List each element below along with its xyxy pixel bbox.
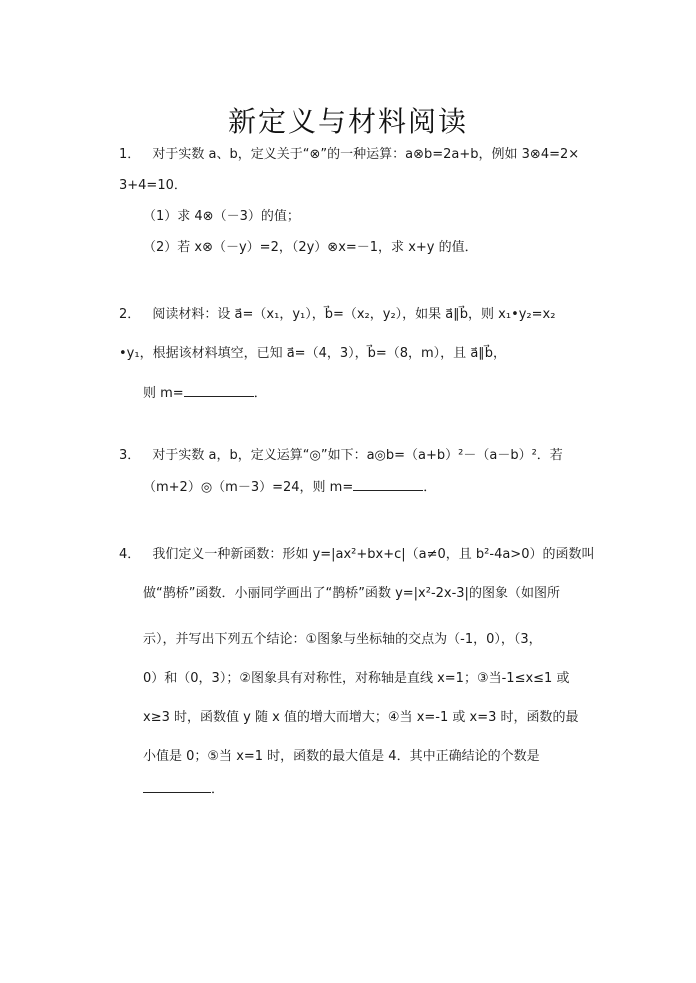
problem-text-line: （m+2）◎（m－3）=24，则 m= — [143, 480, 354, 495]
problem-text-line: 对于实数 a、b，定义关于“⊗”的一种运算：a⊗b=2a+b，例如 3⊗4=2× — [152, 147, 580, 162]
problem-text-line: 则 m= — [143, 386, 184, 401]
sub-question: （1）求 4⊗（－3）的值； — [143, 209, 300, 224]
problem-text-line: 做“鹊桥”函数．小丽同学画出了“鹊桥”函数 y=|x²-2x-3|的图象（如图所 — [143, 586, 560, 601]
problem-text-line: 3+4=10． — [119, 178, 187, 193]
problem-4 — [119, 546, 594, 564]
page-title: 新定义与材料阅读 — [227, 105, 468, 138]
problem-number: 1． — [119, 147, 141, 162]
period: ． — [211, 782, 225, 797]
problem-1 — [119, 146, 579, 164]
sub-question: （2）若 x⊗（－y）=2，（2y）⊗x=－1，求 x+y 的值． — [143, 240, 478, 255]
problem-text-line: 对于实数 a，b，定义运算“◎”如下：a◎b=（a+b）²－（a－b）²．若 — [152, 448, 563, 463]
problem-text-line: 小值是 0；⑤当 x=1 时，函数的最大值是 4．其中正确结论的个数是 — [143, 749, 540, 764]
problem-number: 4． — [119, 547, 141, 562]
answer-blank[interactable] — [353, 478, 423, 491]
problem-3 — [119, 447, 563, 465]
problem-text-line: 阅读材料：设 a⃗=（x₁，y₁），b⃗=（x₂，y₂），如果 a⃗∥b⃗，则 x₁•y₂=x₂ — [152, 307, 556, 322]
fill-in-line — [143, 780, 224, 799]
problem-text-line: 示），并写出下列五个结论：①图象与坐标轴的交点为（-1，0），（3， — [143, 632, 542, 647]
problem-text-line: •y₁，根据该材料填空，已知 a⃗=（4，3），b⃗=（8，m），且 a⃗∥b⃗， — [119, 346, 507, 361]
problem-2 — [119, 306, 555, 324]
problem-number: 3． — [119, 448, 141, 463]
fill-in-line — [143, 384, 267, 403]
problem-text-line: 0）和（0，3）；②图象具有对称性，对称轴是直线 x=1；③当-1≤x≤1 或 — [143, 671, 570, 686]
fill-in-line — [143, 478, 436, 497]
answer-blank[interactable] — [184, 384, 254, 397]
problem-text-line: x≥3 时，函数值 y 随 x 值的增大而增大；④当 x=-1 或 x=3 时，函数的最 — [143, 710, 579, 725]
period: ． — [423, 480, 437, 495]
period: ． — [253, 386, 267, 401]
problem-number: 2． — [119, 307, 141, 322]
problem-text-line: 我们定义一种新函数：形如 y=|ax²+bx+c|（a≠0，且 b²-4a>0）的函数叫 — [152, 547, 595, 562]
answer-blank[interactable] — [143, 780, 211, 793]
